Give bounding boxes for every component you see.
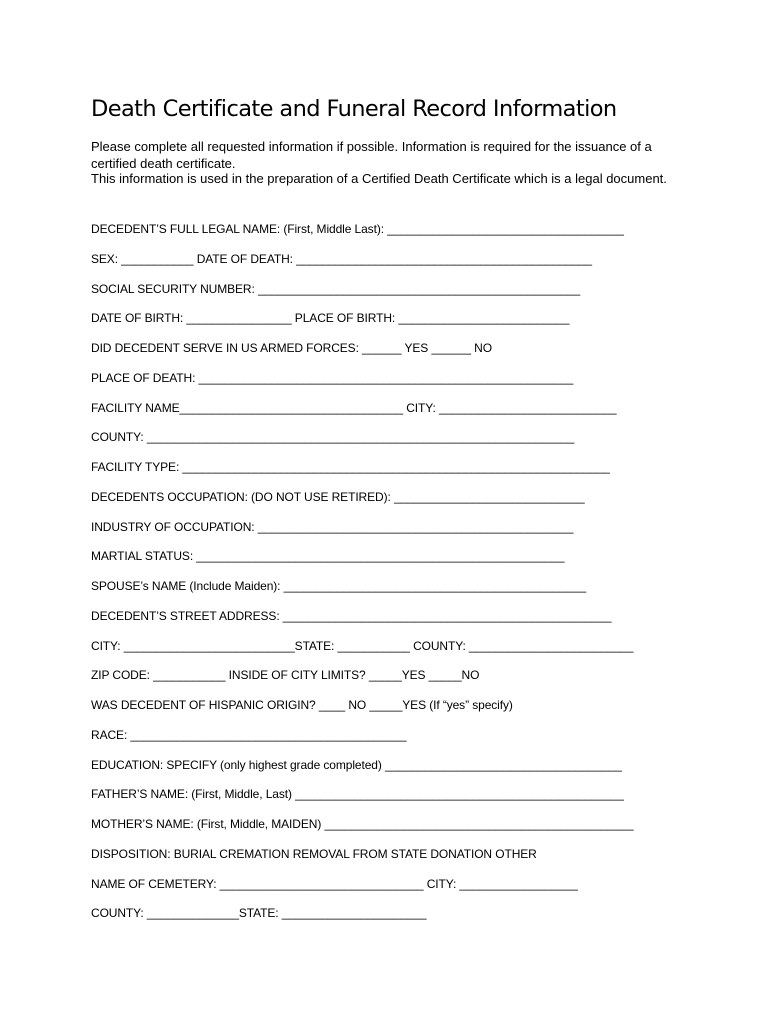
field-mother-name: MOTHER’S NAME: (First, Middle, MAIDEN) _______________________________________________ <box>91 817 634 831</box>
field-marital-status: MARTIAL STATUS: ________________________________________________________ <box>91 549 565 564</box>
field-hispanic-origin: WAS DECEDENT OF HISPANIC ORIGIN? ____ NO _____YES (If “yes” specify) <box>91 698 513 712</box>
field-father-name: FATHER’S NAME: (First, Middle, Last) __________________________________________________ <box>91 787 624 802</box>
intro-paragraph: This information is used in the preparation of a Certified Death Certificate which is a legal document. <box>91 171 667 186</box>
field-sex-date-of-death: SEX: ___________ DATE OF DEATH: _____________________________________________ <box>91 251 592 266</box>
field-industry-of-occupation: INDUSTRY OF OCCUPATION: ________________________________________________ <box>91 519 574 534</box>
field-street-address: DECEDENT’S STREET ADDRESS: __________________________________________________ <box>91 608 612 623</box>
field-facility-type: FACILITY TYPE: _________________________________________________________________ <box>91 460 610 474</box>
field-social-security-number: SOCIAL SECURITY NUMBER: _________________________________________________ <box>91 281 581 296</box>
field-decedent-full-legal-name: DECEDENT’S FULL LEGAL NAME: (First, Middle Last): ____________________________________ <box>91 222 624 236</box>
field-county: COUNTY: _________________________________________________________________ <box>91 430 575 445</box>
field-spouse-name: SPOUSE’s NAME (Include Maiden): ______________________________________________ <box>91 579 587 593</box>
field-decedent-occupation: DECEDENTS OCCUPATION: (DO NOT USE RETIRED): _____________________________ <box>91 489 585 504</box>
field-city-state-county: CITY: __________________________STATE: ___________ COUNTY: _________________________ <box>91 638 634 653</box>
field-education: EDUCATION: SPECIFY (only highest grade completed) ____________________________________ <box>91 757 622 772</box>
form-fields <box>91 220 691 934</box>
intro-paragraph: Please complete all requested information if possible. Information is required for the issuance of a certified death certificate. <box>91 139 652 171</box>
field-race: RACE: __________________________________________ <box>91 727 407 742</box>
document-title: Death Certificate and Funeral Record Information <box>91 96 617 122</box>
field-cemetery-county-state: COUNTY: ______________STATE: ______________________ <box>91 906 427 921</box>
field-facility-name-city: FACILITY NAME__________________________________ CITY: ___________________________ <box>91 400 617 415</box>
field-date-place-of-birth: DATE OF BIRTH: ________________ PLACE OF BIRTH: __________________________ <box>91 311 570 326</box>
field-place-of-death: PLACE OF DEATH: _________________________________________________________ <box>91 370 574 385</box>
field-armed-forces: DID DECEDENT SERVE IN US ARMED FORCES: ______ YES ______ NO <box>91 341 492 355</box>
field-cemetery-name-city: NAME OF CEMETERY: _______________________________ CITY: __________________ <box>91 876 578 891</box>
field-disposition: DISPOSITION: BURIAL CREMATION REMOVAL FROM STATE DONATION OTHER <box>91 846 537 861</box>
field-zip-city-limits: ZIP CODE: ___________ INSIDE OF CITY LIMITS? _____YES _____NO <box>91 668 480 683</box>
